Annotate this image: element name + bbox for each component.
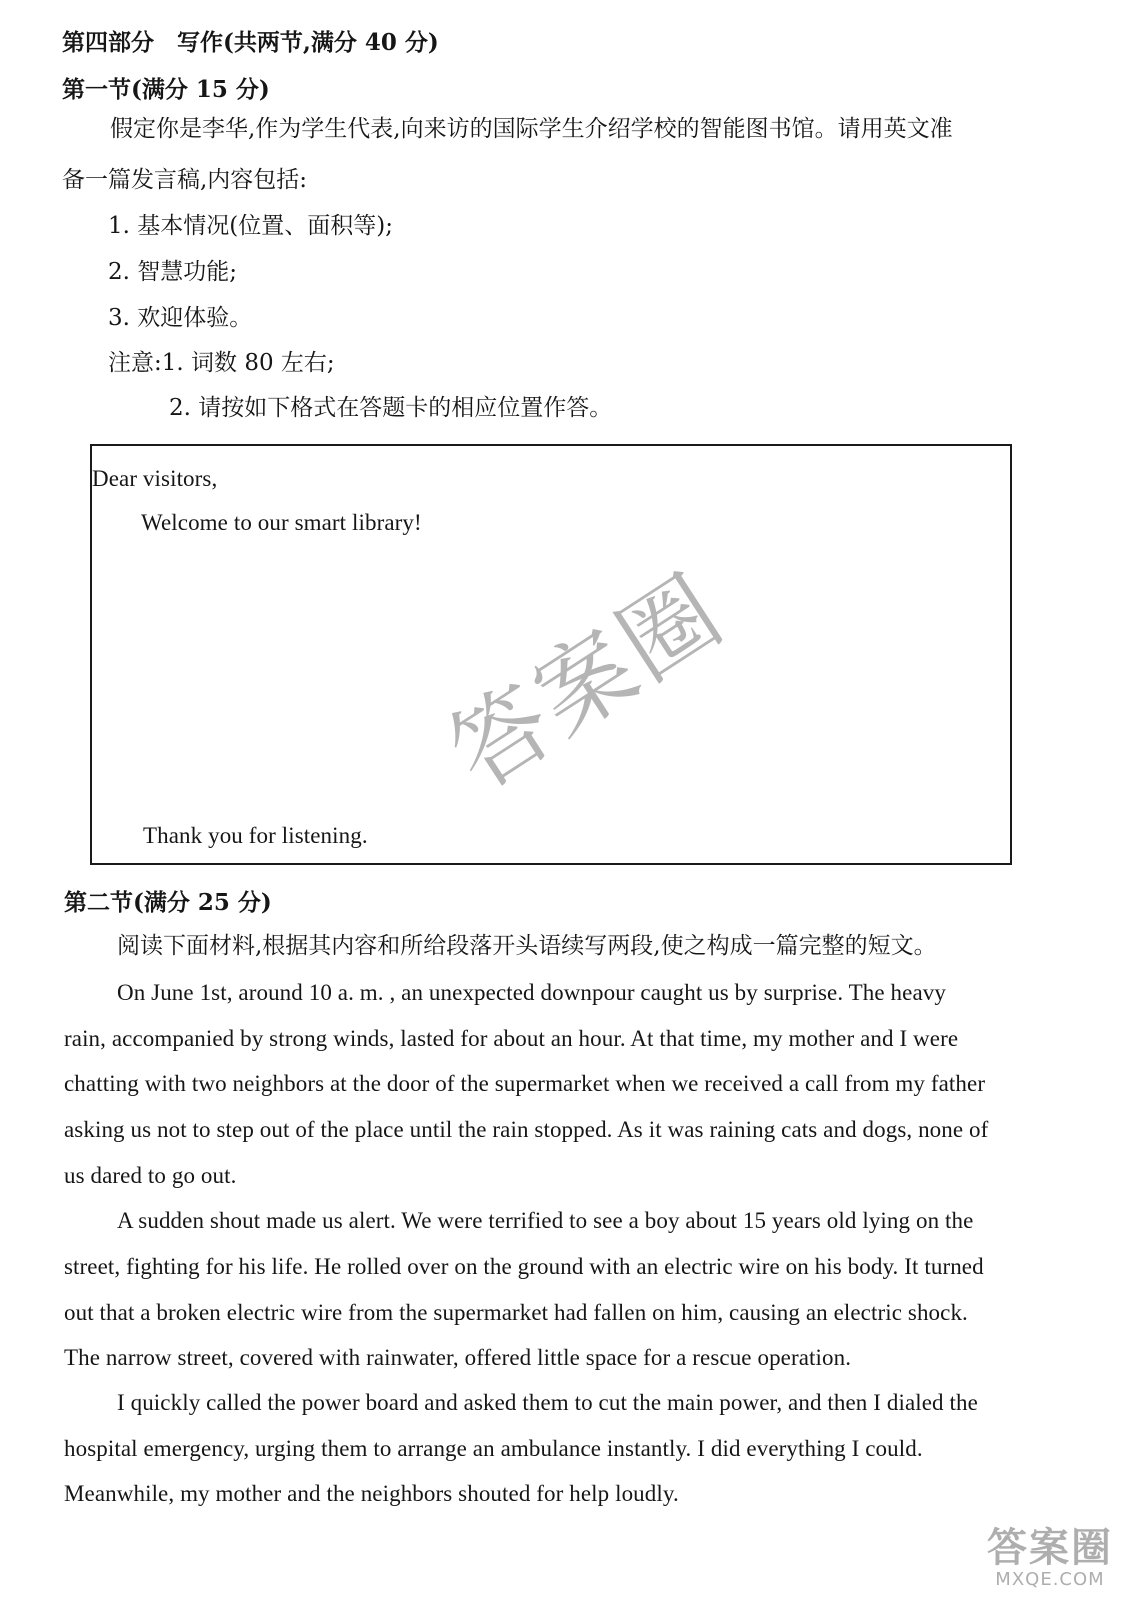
passage-line: out that a broken electric wire from the supermarket had fallen on him, causing an electric shock. [64,1300,968,1325]
passage-line: A sudden shout made us alert. We were terrified to see a boy about 15 years old lying on the [117,1208,974,1233]
note-item: 注意:1. 词数 80 左右; [108,350,335,376]
corner-logo [987,1516,1113,1590]
section1-prompt-line2: 备一篇发言稿,内容包括: [62,167,308,193]
point-item: 1. 基本情况(位置、面积等); [108,213,393,239]
corner-logo-brand: 答案圈 [987,1525,1113,1571]
passage-line: rain, accompanied by strong winds, lasted for about an hour. At that time, my mother and I were [64,1026,959,1051]
section1-prompt-line1: 假定你是李华,作为学生代表,向来访的国际学生介绍学校的智能图书馆。请用英文准 [110,116,953,142]
box-closing: Thank you for listening. [143,823,368,848]
passage-line: us dared to go out. [64,1163,237,1188]
part-title: 第四部分 写作(共两节,满分 40 分) [62,29,439,56]
box-greeting: Dear visitors, [92,466,218,491]
section1-title: 第一节(满分 15 分) [62,76,270,103]
point-item: 3. 欢迎体验。 [108,305,253,331]
passage-line: The narrow street, covered with rainwater, offered little space for a rescue operation. [64,1345,852,1370]
passage-line: I quickly called the power board and asked them to cut the main power, and then I dialed the [117,1390,978,1415]
passage-line: street, fighting for his life. He rolled over on the ground with an electric wire on his body. It turned [64,1254,984,1279]
note-item: 2. 请按如下格式在答题卡的相应位置作答。 [169,395,613,421]
corner-logo-url: MXQE.COM [995,1569,1105,1590]
passage-line: hospital emergency, urging them to arrange an ambulance instantly. I did everything I could. [64,1436,923,1461]
passage-line: On June 1st, around 10 a. m. , an unexpected downpour caught us by surprise. The heavy [117,980,946,1005]
point-item: 2. 智慧功能; [108,259,238,285]
section2-title: 第二节(满分 25 分) [64,889,272,916]
box-opening: Welcome to our smart library! [141,510,422,535]
passage-line: Meanwhile, my mother and the neighbors shouted for help loudly. [64,1481,679,1506]
passage-line: asking us not to step out of the place until the rain stopped. As it was raining cats and dogs, none of [64,1117,989,1142]
watermark: 答案圈 [430,553,744,811]
passage-line: chatting with two neighbors at the door of the supermarket when we received a call from my father [64,1071,986,1096]
section2-instruction: 阅读下面材料,根据其内容和所给段落开头语续写两段,使之构成一篇完整的短文。 [117,933,937,959]
